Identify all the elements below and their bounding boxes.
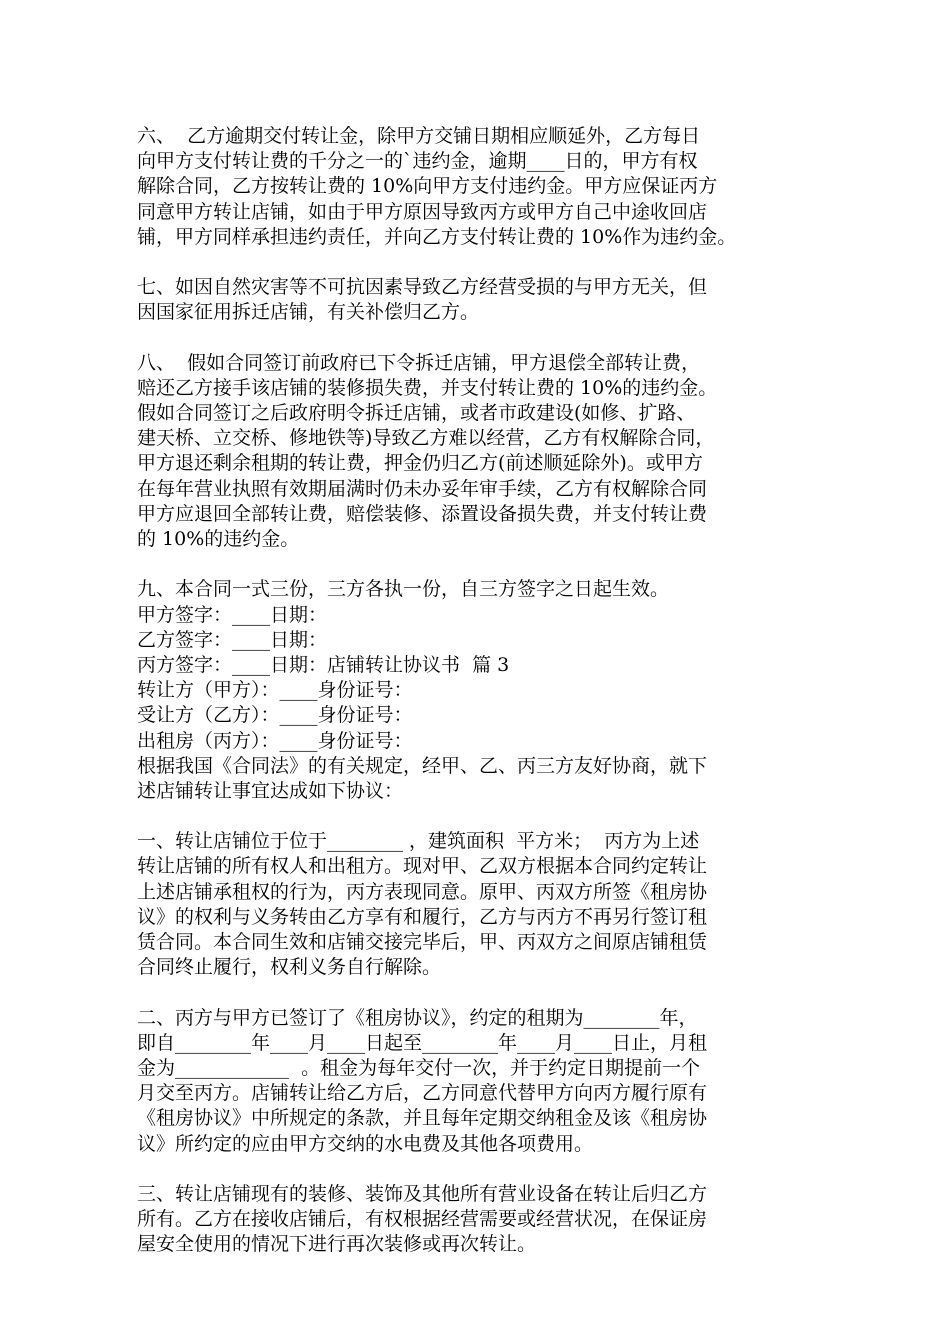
text-line: 假如合同签订之后政府明令拆迁店铺，或者市政建设(如修、扩路、 — [137, 402, 696, 425]
text-line: 根据我国《合同法》的有关规定，经甲、乙、丙三方友好协商，就下 — [137, 754, 708, 777]
clause-two — [137, 1006, 817, 1157]
text-line: 赔还乙方接手该店铺的装修损失费，并支付转让费的 10%的违约金。 — [137, 376, 718, 399]
text-line: 金为____________ 。租金为每年交付一次，并于约定日期提前一个 — [137, 1056, 701, 1079]
clause-six — [137, 124, 817, 250]
signature-line: 甲方签字：____日期： — [137, 603, 328, 626]
signature-line: 丙方签字：____日期：店铺转让协议书 篇 3 — [137, 653, 510, 676]
paragraph-gap — [137, 980, 817, 1005]
text-line: 的 10%的违约金。 — [137, 528, 300, 550]
text-line: 赁合同。本合同生效和店铺交接完毕后，甲、丙双方之间原店铺租赁 — [137, 931, 708, 953]
clause-nine-and-signatures — [137, 577, 817, 804]
text-line: 议》的权利与义务转由乙方享有和履行，乙方与丙方不再另行签订租 — [137, 905, 708, 928]
text-line: 铺，甲方同样承担违约责任，并向乙方支付转让费的 10%作为违约金。 — [137, 225, 737, 248]
paragraph-gap — [137, 250, 817, 275]
text-line: 九、本合同一式三份，三方各执一份，自三方签字之日起生效。 — [137, 578, 670, 601]
signature-line: 乙方签字：____日期： — [137, 628, 328, 651]
text-line: 甲方退还剩余租期的转让费，押金仍归乙方(前述顺延除外)。或甲方 — [137, 452, 703, 475]
text-line: 屋安全使用的情况下进行再次装修或再次转让。 — [137, 1233, 537, 1256]
text-line: 上述店铺承租权的行为，丙方表现同意。原甲、丙双方所签《租房协 — [137, 880, 708, 903]
text-line: 八、 假如合同签订前政府已下令拆迁店铺，甲方退偿全部转让费， — [137, 351, 701, 374]
document-body — [137, 124, 817, 1257]
clause-one — [137, 829, 817, 980]
text-line: 同意甲方转让店铺，如由于甲方原因导致丙方或甲方自己中途收回店 — [137, 200, 708, 223]
clause-eight — [137, 351, 817, 553]
text-line: 甲方应退回全部转让费，赔偿装修、添置设备损失费，并支付转让费 — [137, 502, 708, 525]
text-line: 所有。乙方在接收店铺后，有权根据经营需要或经营状况，在保证房 — [137, 1208, 708, 1231]
text-line: 合同终止履行，权利义务自行解除。 — [137, 956, 442, 979]
party-line: 转让方（甲方）：____身份证号： — [137, 679, 413, 702]
text-line: 即自________年____月____日起至________年____月____日止，月租 — [137, 1031, 708, 1054]
text-line: 三、转让店铺现有的装修、装饰及其他所有营业设备在转让后归乙方 — [137, 1182, 708, 1205]
paragraph-gap — [137, 1157, 817, 1182]
text-line: 议》所约定的应由甲方交纳的水电费及其他各项费用。 — [137, 1132, 594, 1155]
text-line: 六、 乙方逾期交付转让金，除甲方交铺日期相应顺延外，乙方每日 — [137, 125, 701, 147]
text-line: 《租房协议》中所规定的条款，并且每年定期交纳租金及该《租房协 — [137, 1107, 708, 1130]
paragraph-gap — [137, 326, 817, 351]
text-line: 解除合同，乙方按转让费的 10%向甲方支付违约金。甲方应保证丙方 — [137, 175, 718, 198]
paragraph-gap — [137, 804, 817, 829]
text-line: 述店铺转让事宜达成如下协议： — [137, 779, 404, 802]
text-line: 七、如因自然灾害等不可抗因素导致乙方经营受损的与甲方无关，但 — [137, 276, 708, 299]
clause-seven — [137, 275, 817, 325]
paragraph-gap — [137, 552, 817, 577]
clause-three — [137, 1182, 817, 1258]
party-line: 受让方（乙方）：____身份证号： — [137, 704, 413, 727]
text-line: 建天桥、立交桥、修地铁等)导致乙方难以经营，乙方有权解除合同， — [137, 427, 715, 450]
text-line: 转让店铺的所有权人和出租方。现对甲、乙双方根据本合同约定转让 — [137, 855, 708, 878]
text-line: 月交至丙方。店铺转让给乙方后，乙方同意代替甲方向丙方履行原有 — [137, 1082, 708, 1105]
text-line: 二、丙方与甲方已签订了《租房协议》，约定的租期为________年， — [137, 1006, 698, 1029]
text-line: 向甲方支付转让费的千分之一的`违约金，逾期____日的，甲方有权 — [137, 150, 698, 173]
text-line: 一、转让店铺位于位于________ ，建筑面积 平方米； 丙方为上述 — [137, 830, 700, 853]
text-line: 因国家征用拆迁店铺，有关补偿归乙方。 — [137, 301, 480, 324]
party-line: 出租房（丙方）：____身份证号： — [137, 729, 413, 752]
text-line: 在每年营业执照有效期届满时仍未办妥年审手续，乙方有权解除合同 — [137, 477, 708, 500]
